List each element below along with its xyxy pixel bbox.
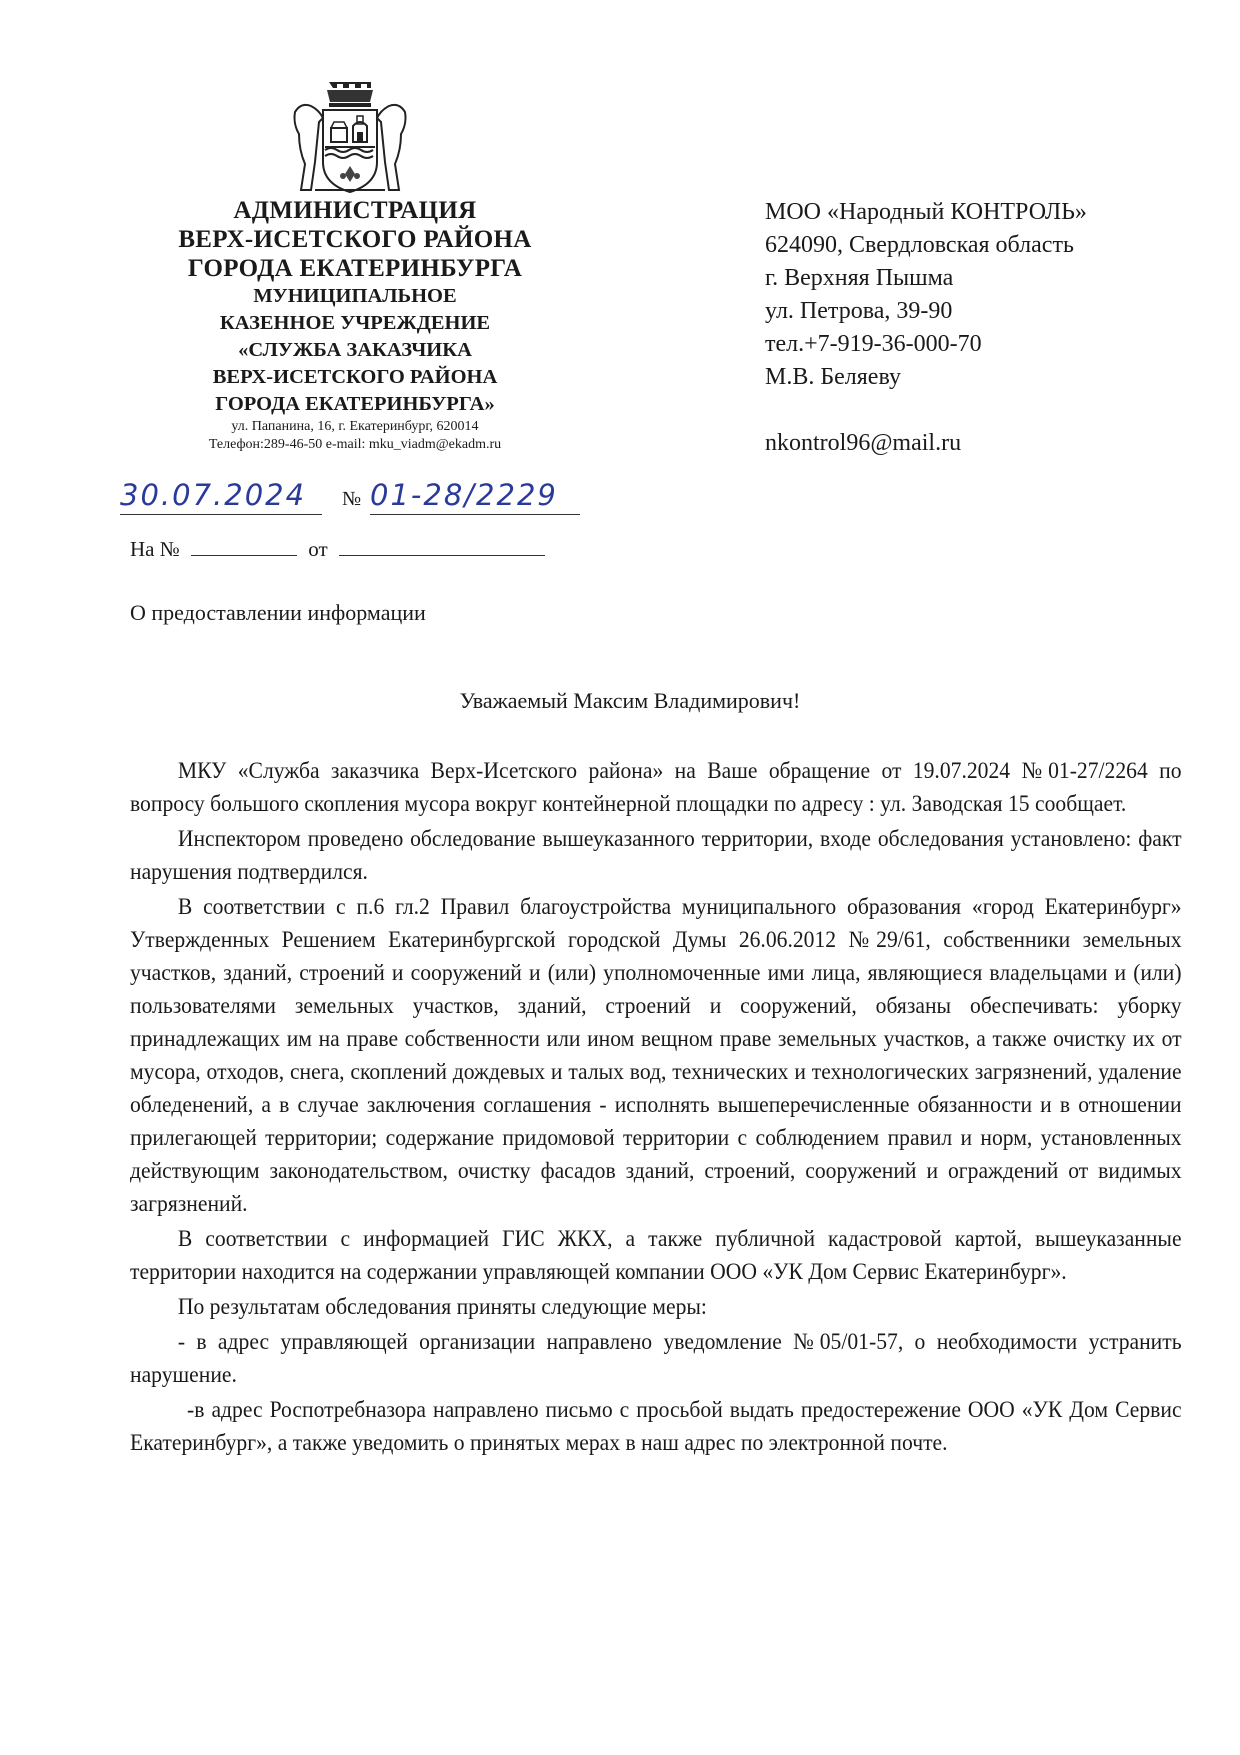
number-underline: [370, 514, 580, 515]
reply-date-blank: [339, 555, 545, 556]
registration-line: [120, 478, 580, 518]
body-paragraph: - в адрес управляющей организации направлено уведомление №05/01-57, о необходимости устранить нарушение.: [130, 1329, 1182, 1388]
recipient-block: [765, 196, 1087, 460]
recipient-line: 624090, Свердловская область: [765, 232, 1074, 258]
body-paragraph: В соответствии с информацией ГИС ЖКХ, а также публичной кадастровой картой, вышеуказанные территории находится на содержании управляющей компании ООО «УК Дом Сервис Екатеринбург».: [130, 1226, 1182, 1285]
date-underline: [120, 514, 322, 515]
recipient-line: г. Верхняя Пышма: [765, 265, 954, 291]
org-line: «СЛУЖБА ЗАКАЗЧИКА: [238, 339, 472, 361]
org-line: АДМИНИСТРАЦИЯ: [233, 197, 477, 224]
sender-address: ул. Папанина, 16, г. Екатеринбург, 620014: [231, 419, 479, 434]
org-line: ВЕРХ-ИСЕТСКОГО РАЙОНА: [178, 226, 532, 253]
org-line: ГОРОДА ЕКАТЕРИНБУРГА: [187, 255, 523, 282]
letter-body: [130, 755, 1182, 1462]
recipient-line: М.В. Беляеву: [765, 364, 901, 390]
greeting: Уважаемый Максим Владимирович!: [459, 688, 801, 713]
reply-number-label: На №: [130, 537, 180, 561]
sender-block: [130, 196, 580, 454]
registration-date: 30.07.2024: [120, 478, 307, 512]
org-line: ГОРОДА ЕКАТЕРИНБУРГА»: [215, 393, 495, 415]
reply-reference: [130, 537, 545, 562]
body-paragraph: -в адрес Роспотребназора направлено письмо с просьбой выдать предостережение ООО «УК Дом Сервис Екатеринбург», а также уведомить о принятых мерах в наш адрес по электронной почте.: [130, 1397, 1182, 1456]
recipient-line: тел.+7-919-36-000-70: [765, 331, 982, 357]
body-paragraph: В соответствии с п.6 гл.2 Правил благоустройства муниципального образования «город Екатеринбург» Утвержденных Решением Екатеринбургской городской Думы 26.06.2012 №29/61, собственники земельных участков, зданий, строений и сооружений и (или) уполномоченные ими лица, являющиеся владельцами и (или) пользователями земельных участков, зданий, строений и сооружений, обязаны обеспечивать: уборку принадлежащих им на праве собственности или ином вещном праве земельных участков, а также очистку их от мусора, отходов, снега, скоплений дождевых и талых вод, технических и технологических загрязнений, удаление обледенений, а в случае заключения соглашения - исполнять вышеперечисленные обязанности и в отношении прилегающей территории; содержание придомовой территории с соблюдением правил и норм, установленных действующим законодательством, очистку фасадов зданий, строений, сооружений и ограждений от видимых загрязнений.: [130, 894, 1182, 1217]
sender-contacts: Телефон:289-46-50 e-mail: mku_viadm@ekadm.ru: [208, 437, 502, 452]
reply-from-label: от: [308, 537, 328, 561]
org-line: КАЗЕННОЕ УЧРЕЖДЕНИЕ: [219, 312, 491, 334]
body-paragraph: Инспектором проведено обследование вышеуказанного территории, входе обследования установлено: факт нарушения подтвердился.: [130, 826, 1182, 885]
org-line: ВЕРХ-ИСЕТСКОГО РАЙОНА: [212, 366, 498, 388]
org-line: МУНИЦИПАЛЬНОЕ: [253, 285, 457, 307]
recipient-line: МОО «Народный КОНТРОЛЬ»: [765, 199, 1087, 225]
reply-number-blank: [191, 555, 297, 556]
registration-number: 01-28/2229: [370, 478, 558, 512]
body-paragraph: МКУ «Служба заказчика Верх-Исетского района» на Ваше обращение от 19.07.2024 №01-27/2264 по вопросу большого скопления мусора вокруг контейнерной площадки по адресу : ул. Заводская 15 сообщает.: [130, 758, 1182, 817]
coat-of-arms-icon: [285, 78, 415, 196]
number-sign: №: [342, 488, 362, 510]
recipient-email: nkontrol96@mail.ru: [765, 430, 962, 456]
recipient-line: ул. Петрова, 39-90: [765, 298, 953, 324]
body-paragraph: По результатам обследования приняты следующие меры:: [177, 1294, 707, 1320]
letter-subject: О предоставлении информации: [130, 600, 426, 625]
